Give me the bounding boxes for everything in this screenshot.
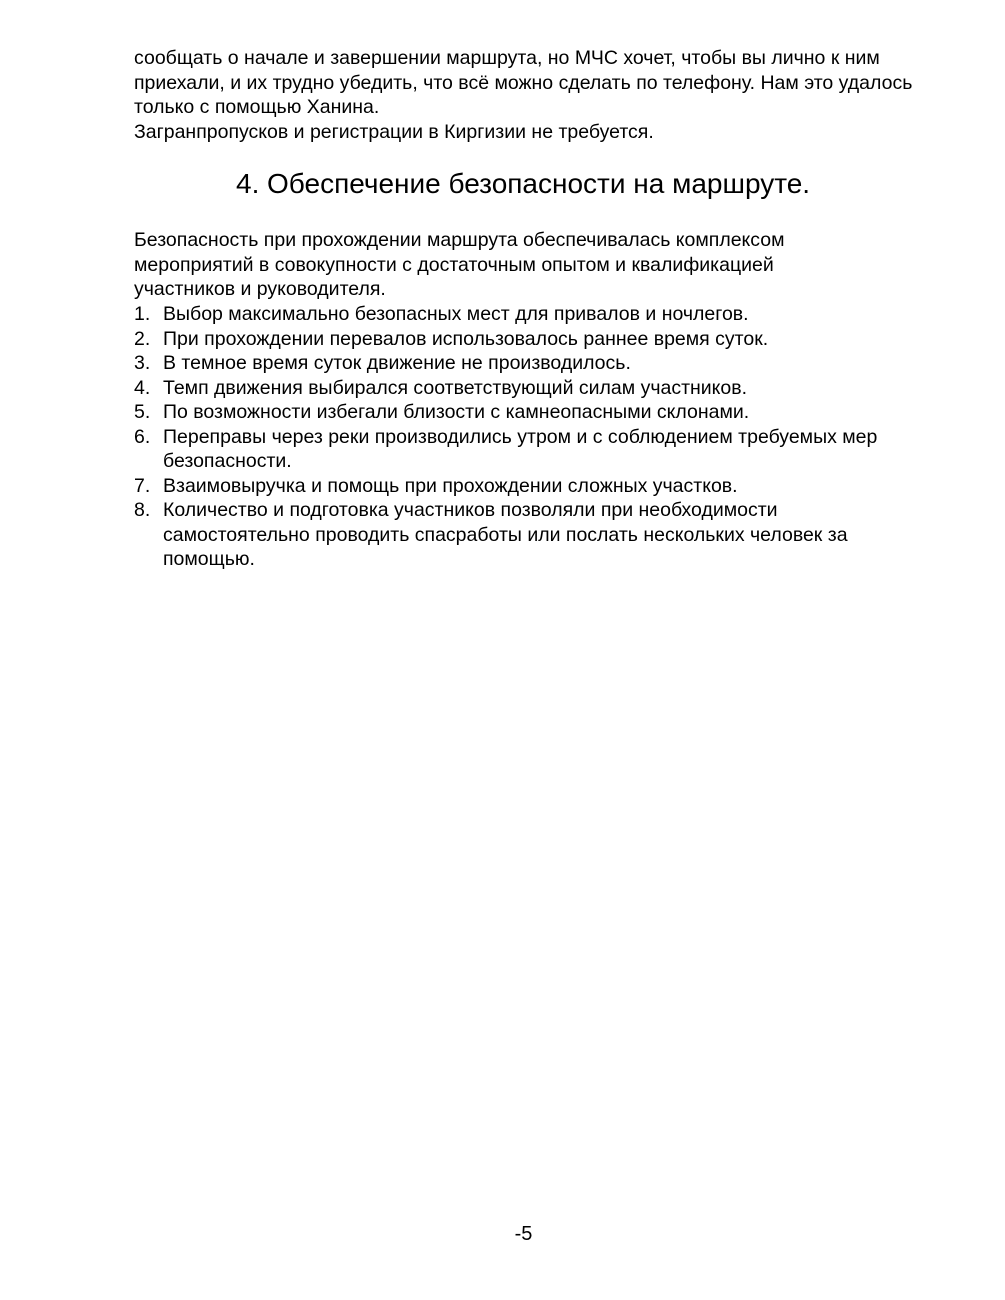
list-item	[134, 498, 894, 572]
list-item	[134, 400, 894, 425]
list-item-number: 1.	[134, 303, 151, 325]
section-number: 4.	[236, 168, 260, 199]
list-item-text: Взаимовыручка и помощь при прохождении сложных участков.	[163, 474, 738, 497]
list-item-number: 2.	[134, 327, 151, 350]
section-body	[134, 228, 874, 302]
list-item-text: В темное время суток движение не производилось.	[163, 352, 631, 374]
intro-note: Загранпропусков и регистрации в Киргизии не требуется.	[134, 120, 654, 143]
list-item	[134, 474, 894, 499]
list-item-number: 3.	[134, 352, 151, 374]
intro-text	[134, 46, 974, 144]
section-paragraph: Безопасность при прохождении маршрута обеспечивалась комплексом мероприятий в совокупности с достаточным опытом и квалификацией участников и руководителя.	[134, 229, 785, 300]
safety-measures-list	[134, 302, 894, 572]
section-title: Обеспечение безопасности на маршруте.	[267, 168, 811, 199]
list-item	[134, 351, 894, 376]
list-item-text: При прохождении перевалов использовалось раннее время суток.	[163, 327, 769, 350]
list-item-text: Выбор максимально безопасных мест для привалов и ночлегов.	[163, 303, 749, 325]
list-item	[134, 425, 894, 474]
list-item-text: Переправы через реки производились утром и с соблюдением требуемых мер безопасности.	[163, 425, 878, 472]
list-item-text: Количество и подготовка участников позволяли при необходимости самостоятельно проводить спасработы или послать нескольких человек за помощью.	[163, 499, 848, 570]
list-item	[134, 302, 894, 327]
list-item-text: Темп движения выбирался соответствующий силам участников.	[163, 376, 748, 399]
list-item-number: 8.	[134, 499, 151, 521]
list-item-number: 7.	[134, 474, 151, 497]
list-item-number: 5.	[134, 401, 151, 423]
intro-paragraph: сообщать о начале и завершении маршрута, но МЧС хочет, чтобы вы лично к ним приехали, и их трудно убедить, что всё можно сделать по телефону. Нам это удалось только с помощью Ханина.	[134, 47, 913, 118]
list-item-number: 4.	[134, 376, 151, 399]
list-item-number: 6.	[134, 425, 151, 448]
section-heading	[236, 166, 936, 202]
list-item	[134, 376, 894, 401]
list-item-text: По возможности избегали близости с камнеопасными склонами.	[163, 401, 750, 423]
page-number: -5	[514, 1223, 533, 1245]
list-item	[134, 327, 894, 352]
